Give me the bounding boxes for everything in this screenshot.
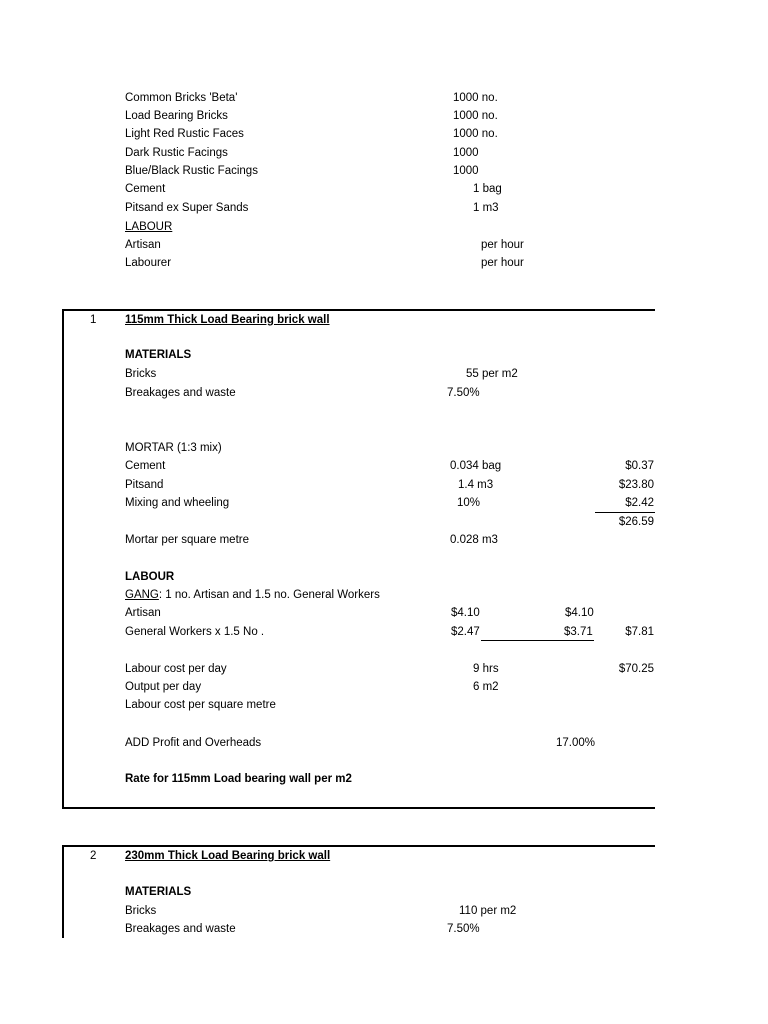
gang-total: $7.81 [625,626,654,638]
workers-label: General Workers x 1.5 No . [125,626,265,638]
gang-text: : 1 no. Artisan and 1.5 no. General Workers [158,589,380,601]
bricks-qty: 110 per m2 [459,905,517,917]
section-number: 2 [90,850,97,862]
materials-heading: MATERIALS [125,349,192,361]
section-title: 115mm Thick Load Bearing brick wall [125,314,330,326]
waste-label: Breakages and waste [125,387,236,399]
mixing-label: Mixing and wheeling [125,497,230,509]
cement-cost: $0.37 [625,460,654,472]
section-1-bottom-border [62,807,655,809]
workers-rate: $2.47 [451,626,480,638]
price-qty: 1000 [453,147,479,159]
subtotal-rule [595,512,655,513]
price-qty: 1 m3 [473,202,499,214]
mortar-total: $26.59 [618,516,654,528]
waste-pct: 7.50% [447,387,480,399]
price-item: Dark Rustic Facings [125,147,228,159]
mortar-heading: MORTAR (1:3 mix) [125,442,222,454]
labour-unit: per hour [481,239,524,251]
bricks-label: Bricks [125,368,157,380]
section-2-left-border [62,845,64,938]
labour-heading: LABOUR [125,221,173,233]
artisan-cost: $4.10 [565,607,594,619]
labour-rule [481,640,594,641]
section-1-top-border [62,309,655,311]
price-item: Light Red Rustic Faces [125,128,244,140]
section-title: 230mm Thick Load Bearing brick wall [125,850,331,862]
cement-qty: 0.034 bag [450,460,502,472]
rate-label: Rate for 115mm Load bearing wall per m2 [125,773,352,785]
section-1-left-border [62,309,64,809]
price-qty: 1000 [453,165,479,177]
mortar-psm-label: Mortar per square metre [125,534,249,546]
price-item: Blue/Black Rustic Facings [125,165,258,177]
price-qty: 1 bag [473,183,502,195]
price-item: Cement [125,183,166,195]
mixing-pct: 10% [457,497,481,509]
lcpd-hrs: 9 hrs [473,663,499,675]
price-item: Common Bricks 'Beta' [125,92,238,104]
labour-heading: LABOUR [125,571,175,583]
pitsand-cost: $23.80 [618,479,654,491]
lcpsm-label: Labour cost per square metre [125,699,276,711]
price-item: Load Bearing Bricks [125,110,228,122]
labour-unit: per hour [481,257,524,269]
section-2-top-border [62,845,655,847]
lcpd-label: Labour cost per day [125,663,227,675]
pitsand-label: Pitsand [125,479,164,491]
artisan-rate: $4.10 [451,607,480,619]
bricks-qty: 55 per m2 [466,368,518,380]
price-qty: 1000 no. [453,128,498,140]
price-item: Pitsand ex Super Sands [125,202,249,214]
artisan-label: Artisan [125,607,161,619]
output-qty: 6 m2 [473,681,499,693]
mixing-cost: $2.42 [625,497,654,509]
bricks-label: Bricks [125,905,157,917]
gang-line [125,588,380,602]
profit-pct: 17.00% [556,737,596,749]
labour-item: Labourer [125,257,172,269]
price-qty: 1000 no. [453,92,498,104]
labour-item: Artisan [125,239,161,251]
pitsand-qty: 1.4 m3 [458,479,494,491]
mortar-psm-qty: 0.028 m3 [450,534,498,546]
waste-pct: 7.50% [447,923,480,935]
cement-label: Cement [125,460,166,472]
lcpd-cost: $70.25 [618,663,654,675]
price-qty: 1000 no. [453,110,498,122]
output-label: Output per day [125,681,202,693]
gang-label: GANG [125,589,159,601]
profit-label: ADD Profit and Overheads [125,737,262,749]
section-number: 1 [90,314,97,326]
workers-cost: $3.71 [564,626,593,638]
waste-label: Breakages and waste [125,923,236,935]
materials-heading: MATERIALS [125,886,192,898]
